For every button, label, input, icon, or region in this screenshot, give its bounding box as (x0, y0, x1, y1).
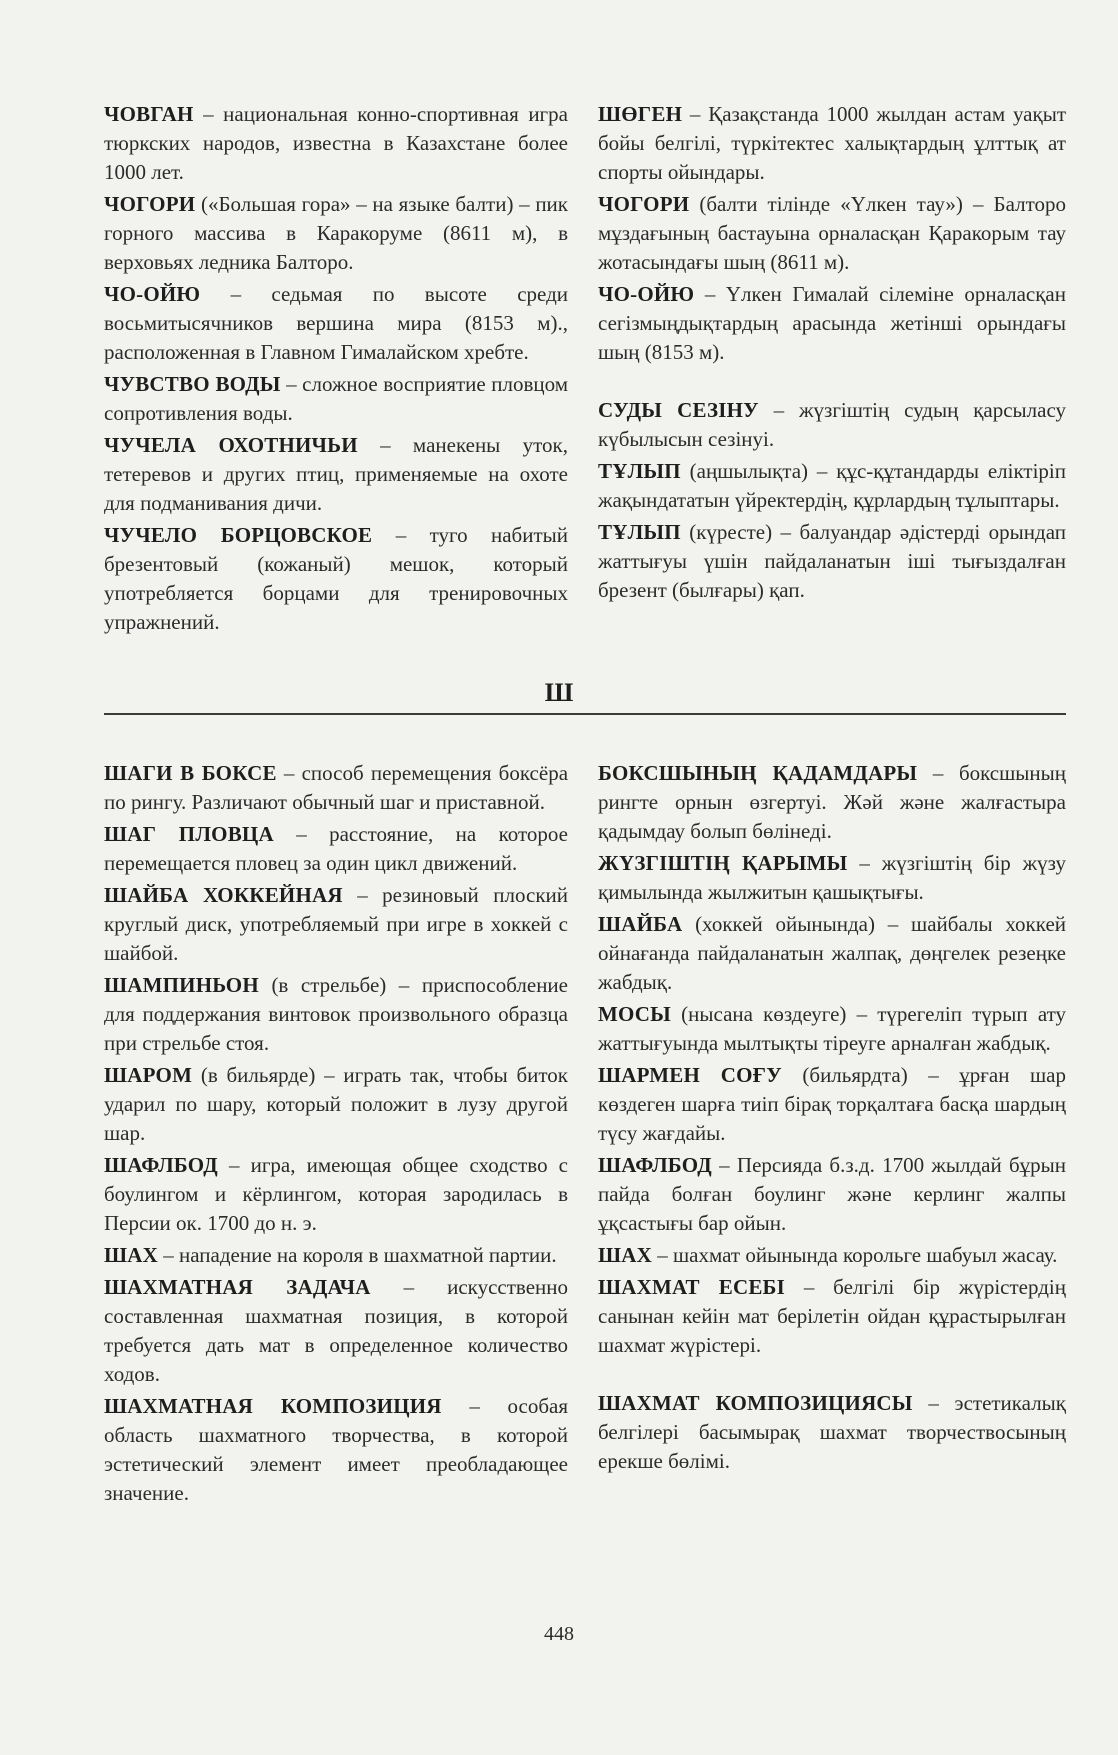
entry-definition: (хоккей ойынында) – шайбалы хоккей ойнағанда пайдаланатын жалпақ, дөңгелек резеңке жабдық. (598, 912, 1066, 994)
entry-definition: – резиновый плоский круглый диск, употребляемый при игре в хоккей с шайбой. (104, 883, 569, 965)
dictionary-entry (598, 457, 1066, 515)
dictionary-entry (598, 759, 1066, 846)
entry-term: ШАГ ПЛОВЦА (104, 822, 274, 846)
entry-term: ШАРОМ (104, 1063, 193, 1087)
dictionary-entry (104, 280, 568, 367)
section-divider (104, 713, 1066, 715)
dictionary-entry (598, 1061, 1066, 1148)
dictionary-entry (104, 971, 568, 1058)
entry-definition: – национальная конно-спортивная игра тюркских народов, известна в Казахстане более 1000 лет. (104, 102, 568, 184)
entry-term: ШАЙБА ХОККЕЙНАЯ (104, 883, 343, 907)
entry-definition: – искусственно составленная шахматная позиция, в которой требуется дать мат в определенное количество ходов. (104, 1275, 568, 1386)
entry-definition: – Қазақстанда 1000 жылдан астам уақыт бойы белгілі, түркітектес халықтардың ұлттық ат спорты ойындары. (598, 102, 1066, 184)
entry-definition: – белгілі бір жүрістердің санынан кейін мат берілетін ойдан құрастырылған шахмат жүрістері. (598, 1275, 1066, 1357)
dictionary-entry (104, 820, 568, 878)
entry-definition: – нападение на короля в шахматной партии. (158, 1243, 557, 1267)
entry-definition: – манекены уток, тетеревов и других птиц, применяемые на охоте для подманивания дичи. (104, 433, 568, 515)
dictionary-entry (598, 1389, 1066, 1476)
dictionary-entry (598, 396, 1066, 454)
dictionary-entry (104, 1392, 568, 1508)
entry-definition: – седьмая по высоте среди восьмитысячников вершина мира (8153 м)., расположенная в Главном Гималайском хребте. (104, 282, 568, 364)
top-left-column (104, 100, 568, 640)
entry-term: ШАГИ В БОКСЕ (104, 761, 277, 785)
entry-definition: (бильярдта) – ұрған шар көздеген шарға тиіп бірақ торқалтаға басқа шардың түсу жағдайы. (598, 1063, 1066, 1145)
dictionary-entry (598, 100, 1066, 187)
entry-term: ШАФЛБОД (598, 1153, 712, 1177)
entry-term: ШӨГЕН (598, 102, 683, 126)
dictionary-entry (104, 370, 568, 428)
entry-term: МОСЫ (598, 1002, 671, 1026)
entry-term: ЧОВГАН (104, 102, 194, 126)
entry-term: ШАХ (104, 1243, 158, 1267)
entry-term: ШАХМАТ КОМПОЗИЦИЯСЫ (598, 1391, 913, 1415)
top-right-column (598, 100, 1066, 608)
entry-definition: – шахмат ойынында корольге шабуыл жасау. (652, 1243, 1058, 1267)
entry-definition: (в бильярде) – играть так, чтобы биток ударил по шару, который положит в лузу другой шар. (104, 1063, 568, 1145)
entry-term: ШАХМАТНАЯ КОМПОЗИЦИЯ (104, 1394, 442, 1418)
page-number: 448 (544, 1623, 574, 1645)
dictionary-entry (104, 1241, 568, 1270)
entry-definition: – боксшының рингте орнын өзгертуі. Жәй және жалғастыра қадымдау болып бөлінеді. (598, 761, 1066, 843)
entry-term: ЖҮЗГІШТІҢ ҚАРЫМЫ (598, 851, 848, 875)
entry-term: ЧО-ОЙЮ (104, 282, 201, 306)
entry-term: БОКСШЫНЫҢ ҚАДАМДАРЫ (598, 761, 918, 785)
dictionary-entry (104, 1273, 568, 1389)
entry-term: ШАФЛБОД (104, 1153, 218, 1177)
entry-definition: – особая область шахматного творчества, в которой эстетический элемент имеет преобладающее значение. (104, 1394, 568, 1505)
entry-definition: – эстетикалық белгілері басымырақ шахмат творчествосының ерекше бөлімі. (598, 1391, 1066, 1473)
entry-term: ЧОГОРИ (598, 192, 690, 216)
entry-definition: – туго набитый брезентовый (кожаный) мешок, который употребляется борцами для тренировочных упражнений. (104, 523, 569, 634)
entry-definition: («Большая гора» – на языке балти) – пик горного массива в Каракоруме (8611 м), в верховьях ледника Балторо. (104, 192, 568, 274)
entry-term: ШАЙБА (598, 912, 683, 936)
dictionary-entry (598, 910, 1066, 997)
entry-term: ШАМПИНЬОН (104, 973, 259, 997)
dictionary-entry (598, 1273, 1066, 1360)
dictionary-entry (104, 881, 568, 968)
entry-definition: (аңшылықта) – құс-құтандарды еліктіріп жақындататын үйректердің, құрлардың тұлыптары. (598, 459, 1066, 512)
entry-definition: (нысана көздеуге) – түрегеліп түрып ату жаттығуында мылтықты тіреуге арналған жабдық. (598, 1002, 1066, 1055)
dictionary-entry (598, 1151, 1066, 1238)
entry-term: ШАХМАТНАЯ ЗАДАЧА (104, 1275, 371, 1299)
dictionary-entry (598, 1000, 1066, 1058)
bottom-left-column (104, 759, 568, 1511)
entry-definition: – Персияда б.з.д. 1700 жылдай бұрын пайда болған боулинг және керлинг жалпы ұқсастығы бар ойын. (598, 1153, 1066, 1235)
entry-definition: – сложное восприятие пловцом сопротивления воды. (104, 372, 569, 425)
entry-term: ТҰЛЫП (598, 520, 681, 544)
dictionary-entry (598, 518, 1066, 605)
dictionary-entry (598, 280, 1066, 367)
entry-definition: – способ перемещения боксёра по рингу. Различают обычный шаг и приставной. (104, 761, 569, 814)
entry-term: ЧУЧЕЛО БОРЦОВСКОЕ (104, 523, 373, 547)
entry-term: ТҰЛЫП (598, 459, 681, 483)
entry-term: ЧУВСТВО ВОДЫ (104, 372, 281, 396)
dictionary-entry (104, 1151, 568, 1238)
entry-definition: (в стрельбе) – приспособление для поддержания винтовок произвольного образца при стрельбе стоя. (104, 973, 568, 1055)
dictionary-entry (598, 849, 1066, 907)
dictionary-entry (598, 1241, 1066, 1270)
entry-definition: – расстояние, на которое перемещается пловец за один цикл движений. (104, 822, 568, 875)
entry-term: ШАХ (598, 1243, 652, 1267)
entry-definition: – жүзгіштің бір жүзу қимылында жылжитын қашықтығы. (598, 851, 1067, 904)
dictionary-entry (104, 100, 568, 187)
entry-term: ШАХМАТ ЕСЕБІ (598, 1275, 786, 1299)
dictionary-entry (104, 1061, 568, 1148)
entry-definition: – жүзгіштің судың қарсыласу күбылысын сезінуі. (598, 398, 1066, 451)
dictionary-entry (104, 521, 568, 637)
entry-term: ЧО-ОЙЮ (598, 282, 695, 306)
entry-term: СУДЫ СЕЗІНУ (598, 398, 759, 422)
dictionary-entry (104, 431, 568, 518)
entry-term: ЧУЧЕЛА ОХОТНИЧЬИ (104, 433, 358, 457)
section-letter-heading: Ш (544, 678, 574, 707)
dictionary-entry (598, 190, 1066, 277)
entry-definition: – игра, имеющая общее сходство с боулингом и кёрлингом, которая зародилась в Персии ок. 1700 до н. э. (104, 1153, 568, 1235)
entry-term: ЧОГОРИ (104, 192, 196, 216)
entry-definition: (күресте) – балуандар әдістерді орындап жаттығуы үшін пайдаланатын іші тығыздалған брезент (былғары) қап. (598, 520, 1066, 602)
dictionary-entry (104, 759, 568, 817)
entry-definition: – Үлкен Гималай сілеміне орналасқан сегізмыңдықтардың арасында жетінші орындағы шың (8153 м). (598, 282, 1066, 364)
bottom-right-column (598, 759, 1066, 1479)
dictionary-entry (104, 190, 568, 277)
entry-definition: (балти тілінде «Үлкен тау») – Балторо мұздағының бастауына орналасқан Қаракорым тау жотасындағы шың (8611 м). (598, 192, 1066, 274)
entry-term: ШАРМЕН СОҒУ (598, 1063, 782, 1087)
